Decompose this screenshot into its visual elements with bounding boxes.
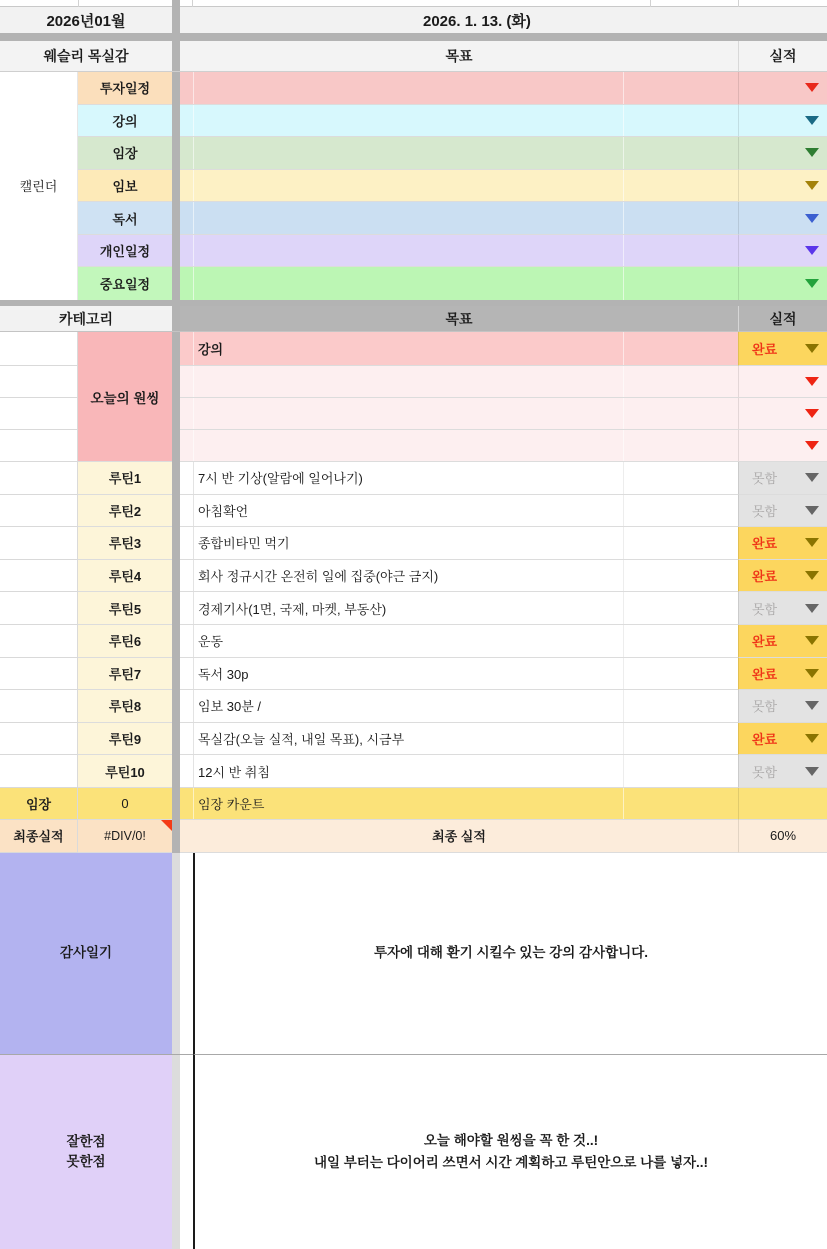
dropdown-arrow-icon [805, 473, 819, 482]
table-cell-empty [0, 658, 78, 691]
goal-text: 임장 카운트 [198, 796, 265, 812]
routine-goal-cell[interactable] [180, 625, 738, 658]
weekly-section-title: 웨슬리 목실감 [0, 41, 172, 71]
routine-label: 루틴1 [78, 462, 172, 495]
dropdown-arrow-icon [805, 344, 819, 353]
routine-goal-cell[interactable] [180, 560, 738, 593]
imjang-row-label: 임장 [0, 788, 78, 820]
table-cell-empty [0, 690, 78, 723]
dropdown-arrow-icon [805, 246, 819, 255]
goal-column-header-mid: 목표 [180, 306, 738, 331]
table-cell-empty [180, 853, 193, 1055]
dropdown-arrow-icon [805, 377, 819, 386]
status-dropdown[interactable] [738, 723, 827, 756]
routine-goal-cell[interactable] [180, 658, 738, 691]
goal-column-header-top: 목표 [180, 41, 738, 71]
table-cell-empty [0, 398, 78, 430]
status-value: 못함 [752, 601, 778, 617]
routine-label: 루틴8 [78, 690, 172, 723]
final-result-percent[interactable] [738, 820, 827, 853]
dropdown-arrow-icon [805, 538, 819, 547]
dropdown-arrow-icon [805, 214, 819, 223]
table-cell-empty [0, 723, 78, 756]
calendar-status-dropdown[interactable] [738, 235, 827, 268]
routine-goal-cell[interactable] [180, 527, 738, 560]
date-header[interactable] [180, 7, 827, 33]
goal-text: 최종 실적 [432, 829, 486, 845]
calendar-goal-cell[interactable] [180, 267, 738, 300]
calendar-goal-cell[interactable] [180, 105, 738, 138]
goal-text: 경제기사(1면, 국제, 마켓, 부동산) [198, 601, 387, 617]
status-dropdown[interactable] [738, 430, 827, 462]
status-dropdown[interactable] [738, 398, 827, 430]
calendar-label-imbo: 임보 [78, 170, 172, 203]
dropdown-arrow-icon [805, 571, 819, 580]
routine-label: 루틴9 [78, 723, 172, 756]
review-label-line2: 못한점 [66, 1154, 106, 1169]
table-cell-empty [180, 1055, 193, 1249]
status-dropdown[interactable] [738, 755, 827, 788]
final-result-row-label: 최종실적 [0, 820, 78, 853]
goal-text: 강의 [198, 342, 224, 357]
review-text-line2: 내일 부터는 다이어리 쓰면서 시간 계획하고 루틴안으로 나를 넣자..! [313, 1155, 709, 1170]
status-value: 못함 [752, 503, 778, 519]
imjang-count-cell[interactable]: 0 [78, 788, 172, 820]
goal-text: 독서 30p [198, 666, 249, 682]
pane-divider [172, 853, 180, 1055]
routine-label: 루틴5 [78, 592, 172, 625]
review-label [0, 1055, 172, 1249]
routine-goal-cell[interactable] [180, 690, 738, 723]
calendar-status-dropdown[interactable] [738, 267, 827, 300]
calendar-goal-cell[interactable] [180, 72, 738, 105]
table-cell-empty [0, 625, 78, 658]
calendar-goal-cell[interactable] [180, 137, 738, 170]
calendar-label-personal: 개인일정 [78, 235, 172, 268]
imjang-result-cell[interactable] [738, 788, 827, 820]
dropdown-arrow-icon [805, 441, 819, 450]
pane-divider [172, 306, 180, 331]
gratitude-label-text: 감사일기 [59, 945, 113, 961]
table-cell-empty [0, 366, 78, 398]
goal-text: 운동 [198, 634, 224, 650]
date-header-row [0, 7, 827, 33]
one-thing-label: 오늘의 원씽 [78, 332, 172, 462]
one-thing-goal-cell[interactable] [180, 332, 738, 366]
pane-divider [172, 7, 180, 33]
percent-value: 60% [769, 828, 797, 844]
calendar-label-important: 중요일정 [78, 267, 172, 300]
dropdown-arrow-icon [805, 148, 819, 157]
calendar-label-reading: 독서 [78, 202, 172, 235]
dropdown-arrow-icon [805, 181, 819, 190]
pane-divider [172, 41, 180, 71]
dropdown-arrow-icon [805, 701, 819, 710]
dropdown-arrow-icon [805, 279, 819, 288]
review-text-line1: 오늘 해야할 원씽을 꼭 한 것..! [423, 1132, 599, 1148]
partial-row-above [0, 0, 827, 7]
dropdown-arrow-icon [805, 636, 819, 645]
calendar-label-invest: 투자일정 [78, 72, 172, 105]
calendar-status-dropdown[interactable] [738, 170, 827, 203]
category-header-row [0, 306, 827, 332]
gratitude-label [0, 853, 172, 1055]
one-thing-goal-cell[interactable] [180, 430, 738, 462]
error-value: #DIV/0! [104, 828, 146, 843]
note-marker-icon [161, 820, 172, 831]
routine-label: 루틴6 [78, 625, 172, 658]
table-cell-empty [0, 430, 78, 462]
result-column-header-top: 실적 [738, 41, 827, 71]
calendar-goal-cell[interactable] [180, 235, 738, 268]
dropdown-arrow-icon [805, 83, 819, 92]
table-cell-empty [0, 560, 78, 593]
status-value: 완료 [752, 569, 778, 585]
calendar-status-dropdown[interactable] [738, 202, 827, 235]
dropdown-arrow-icon [805, 506, 819, 515]
routine-label: 루틴10 [78, 755, 172, 788]
routine-label: 루틴7 [78, 658, 172, 691]
routine-label: 루틴3 [78, 527, 172, 560]
status-value: 완료 [752, 342, 778, 357]
status-value: 완료 [752, 634, 778, 650]
status-dropdown[interactable] [738, 625, 827, 658]
calendar-section [0, 72, 827, 300]
one-thing-goal-cell[interactable] [180, 366, 738, 398]
routine-goal-cell[interactable] [180, 592, 738, 625]
review-content-cell[interactable] [193, 1055, 827, 1249]
error-cell[interactable] [78, 820, 172, 853]
dropdown-arrow-icon [805, 767, 819, 776]
result-column-header-mid: 실적 [738, 306, 827, 331]
routine-goal-cell[interactable] [180, 462, 738, 495]
gratitude-content-cell[interactable] [193, 853, 827, 1055]
status-value: 못함 [752, 764, 778, 780]
dropdown-arrow-icon [805, 604, 819, 613]
status-dropdown[interactable] [738, 462, 827, 495]
calendar-status-dropdown[interactable] [738, 137, 827, 170]
month-header[interactable]: 2026년01월 [0, 7, 172, 33]
calendar-status-dropdown[interactable] [738, 105, 827, 138]
table-cell-empty [0, 755, 78, 788]
table-cell-empty [0, 332, 78, 366]
status-value: 완료 [752, 536, 778, 552]
pane-divider [172, 72, 180, 300]
status-dropdown[interactable] [738, 366, 827, 398]
gratitude-section [0, 853, 827, 1055]
goal-text: 임보 30분 / [198, 699, 261, 715]
goal-text: 종합비타민 먹기 [198, 536, 290, 552]
category-section-title: 카테고리 [0, 306, 172, 331]
gratitude-text: 투자에 대해 환기 시킬수 있는 강의 감사합니다. [373, 945, 649, 961]
routine-label: 루틴4 [78, 560, 172, 593]
status-dropdown[interactable] [738, 560, 827, 593]
pane-divider [172, 332, 180, 853]
routine-goal-cell[interactable] [180, 755, 738, 788]
goal-text: 목실감(오늘 실적, 내일 목표), 시금부 [198, 732, 405, 748]
weekly-header-row [0, 41, 827, 72]
table-cell-empty [0, 495, 78, 528]
goals-table [0, 332, 827, 853]
goal-text: 7시 반 기상(알람에 일어나기) [198, 471, 363, 487]
dropdown-arrow-icon [805, 409, 819, 418]
divider-band [0, 33, 827, 41]
calendar-goal-cell[interactable] [180, 202, 738, 235]
status-dropdown[interactable] [738, 690, 827, 723]
table-cell-empty [0, 462, 78, 495]
final-result-title-cell[interactable] [180, 820, 738, 853]
routine-label: 루틴2 [78, 495, 172, 528]
dropdown-arrow-icon [805, 734, 819, 743]
one-thing-goal-cell[interactable] [180, 398, 738, 430]
dropdown-arrow-icon [805, 669, 819, 678]
calendar-goal-cell[interactable] [180, 170, 738, 203]
calendar-section-label: 캘린더 [0, 72, 78, 300]
status-dropdown[interactable] [738, 658, 827, 691]
routine-goal-cell[interactable] [180, 723, 738, 756]
calendar-status-dropdown[interactable] [738, 72, 827, 105]
status-dropdown[interactable] [738, 592, 827, 625]
goal-text: 12시 반 취침 [198, 764, 270, 780]
date-text: 2026. 1. 13. (화) [423, 12, 531, 30]
goal-text: 회사 정규시간 온전히 일에 집중(야근 금지) [198, 569, 439, 585]
goal-text: 아침확언 [198, 503, 249, 519]
status-dropdown[interactable] [738, 332, 827, 366]
status-dropdown[interactable] [738, 527, 827, 560]
status-value: 못함 [752, 471, 778, 487]
review-section [0, 1055, 827, 1249]
calendar-label-field-visit: 임장 [78, 137, 172, 170]
review-label-line1: 잘한점 [66, 1133, 106, 1149]
pane-divider [172, 1055, 180, 1249]
calendar-label-lecture: 강의 [78, 105, 172, 138]
table-cell-empty [0, 592, 78, 625]
dropdown-arrow-icon [805, 116, 819, 125]
status-value: 못함 [752, 699, 778, 715]
imjang-goal-cell[interactable] [180, 788, 738, 820]
status-dropdown[interactable] [738, 495, 827, 528]
status-value: 완료 [752, 732, 778, 748]
status-value: 완료 [752, 666, 778, 682]
routine-goal-cell[interactable] [180, 495, 738, 528]
table-cell-empty [0, 527, 78, 560]
